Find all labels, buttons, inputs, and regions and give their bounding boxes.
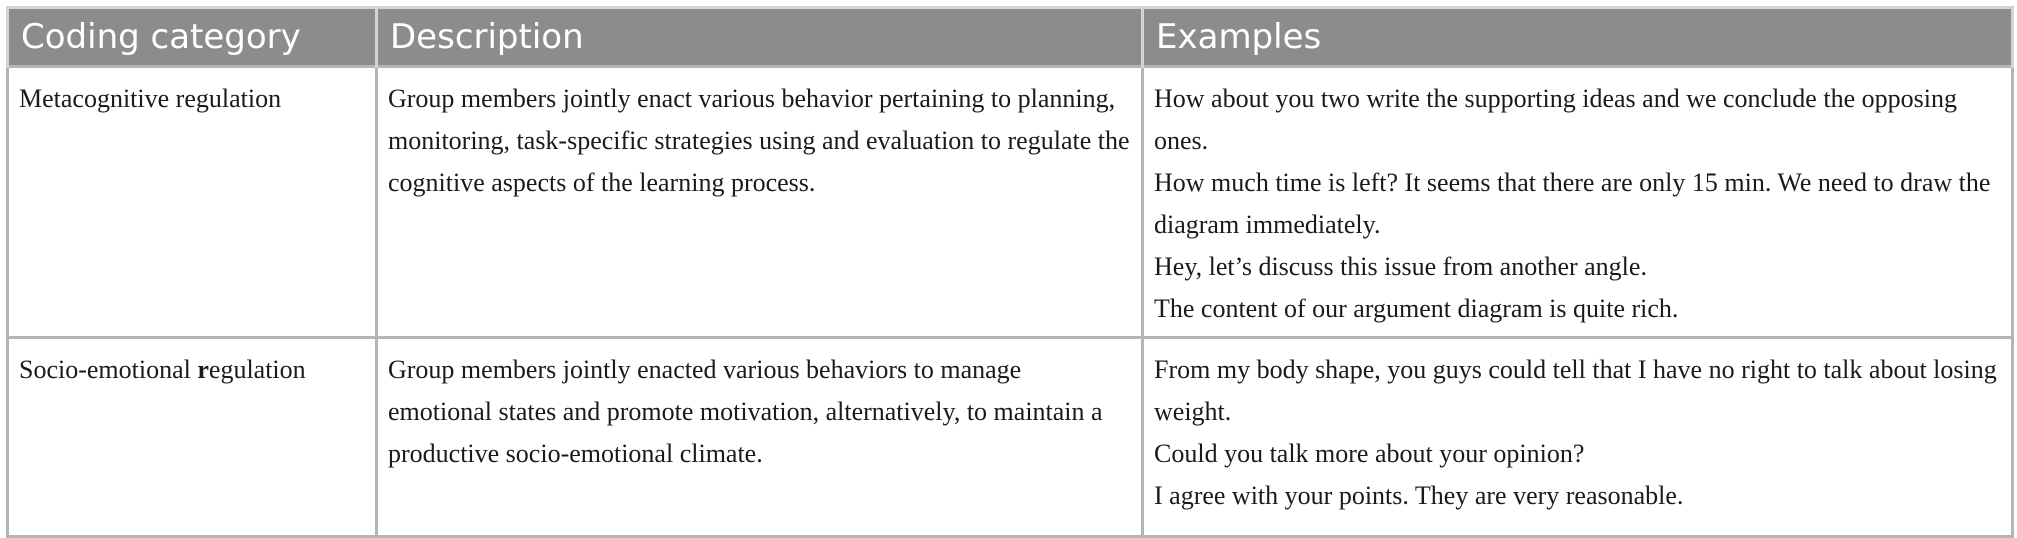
example-line: How much time is left? It seems that there are only 15 min. We need to draw the diagram immediately. (1154, 168, 1991, 239)
table-row (8, 338, 2013, 537)
examples-cell (1143, 67, 2013, 338)
example-line: From my body shape, you guys could tell that I have no right to talk about losing weight. (1154, 355, 1997, 426)
header-examples: Examples (1143, 8, 2013, 67)
examples-cell (1143, 338, 2013, 537)
coding-table-container (6, 6, 2011, 526)
description-cell: Group members jointly enacted various behaviors to manage emotional states and promote motivation, alternatively, to maintain a productive socio-emotional climate. (377, 338, 1143, 537)
category-text-suffix: egulation (208, 355, 306, 384)
header-row (8, 8, 2013, 67)
category-cell (8, 338, 377, 537)
example-line: I agree with your points. They are very reasonable. (1154, 481, 1684, 510)
example-line: The content of our argument diagram is quite rich. (1154, 294, 1679, 323)
coding-table (6, 6, 2014, 538)
header-coding-category: Coding category (8, 8, 377, 67)
category-text-prefix: Socio-emotional (19, 355, 198, 384)
description-cell: Group members jointly enact various behavior pertaining to planning, monitoring, task-specific strategies using and evaluation to regulate the cognitive aspects of the learning process. (377, 67, 1143, 338)
example-line: Hey, let’s discuss this issue from another angle. (1154, 252, 1647, 281)
category-text-bold: r (197, 355, 209, 384)
header-description: Description (377, 8, 1143, 67)
example-line: How about you two write the supporting ideas and we conclude the opposing ones. (1154, 84, 1957, 155)
category-cell: Metacognitive regulation (8, 67, 377, 338)
example-line: Could you talk more about your opinion? (1154, 439, 1585, 468)
table-row (8, 67, 2013, 338)
